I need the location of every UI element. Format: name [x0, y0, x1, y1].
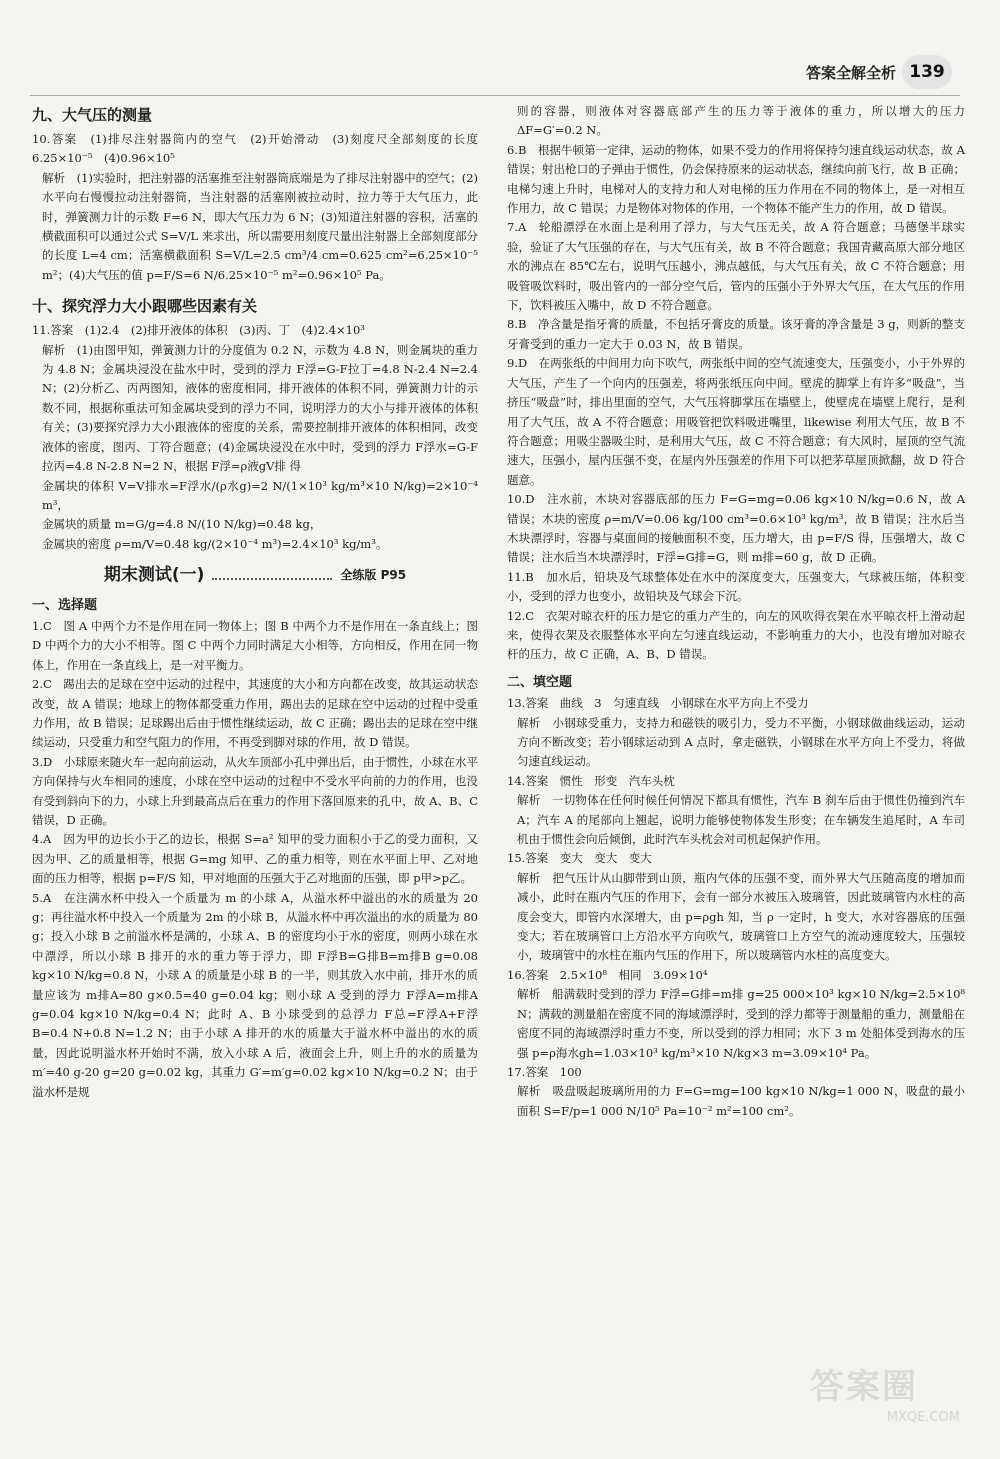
q11-formula-volume: 金属块的体积 V=V排水=F浮水/(ρ水g)=2 N/(1×10³ kg/m³×10 N/kg)=2×10⁻⁴ m³， — [42, 478, 478, 512]
q10-answer: 10.答案 (1)排尽注射器筒内的空气 (2)开始滑动 (3)刻度尺全部刻度的长度 6.25×10⁻⁵ (4)0.96×10⁵ — [32, 132, 490, 166]
q5-item: 5.A 在注满水杯中投入一个质量为 m 的小球 A，从溢水杯中溢出的水的质量为 20 g；再往溢水杯中投入一个质量为 2m 的小球 B，从溢水杯中再次溢出的水的质量为 80 g；投入小球 B 之前溢水杯是满的，小球 A、B 的密度均小于水的密度，则两小球在水中漂浮，所以小球 B 排开的水的重力等于浮力，即 F浮B=G排B=m排B g=0.08 kg×10 N/kg=0.8 N，小球 A 的质量是小球 B 的一半，则其放入水中前，排开水的质量应该为 m排A=80 g×0.5=40 g=0.04 kg；则小球 A 受到的浮力 F浮A=m排A g=0.04 kg×10 N/kg=0.4 N；此时 A、B 小球受到的总浮力 F总=F浮A+F浮B=0.4 N+0.8 N=1.2 N；由于小球 A 排开的水的质量大于溢水杯中溢出的水的质量，因此说明溢水杯开始时不满，放入小球 A 后，液面会上升，则上升的水的质量为 m′=40 g-20 g=20 g=0.02 kg，其重力 G′=m′g=0.02 kg×10 N/kg=0.2 N；由于溢水杯是规 — [32, 890, 478, 1099]
section-title-9: 九、大气压的测量 — [32, 106, 153, 124]
dotted-leader — [212, 578, 332, 580]
q17-answer: 17.答案 100 — [507, 1064, 582, 1079]
left-column — [32, 102, 490, 1102]
q3-item: 3.D 小球原来随火车一起向前运动，从火车顶部小孔中弹出后，由于惯性，小球在水平方向保持与火车相同的速度，小球在空中运动的过程中不受水平向前的力的作用，也没有受到斜向下的力，小球上升到最高点后在重力的作用下落回原来的孔中，故 A、B、C 错误，D 正确。 — [32, 754, 478, 827]
q4-item: 4.A 因为甲的边长小于乙的边长，根据 S=a² 知甲的受力面积小于乙的受力面积，又因为甲、乙的质量相等，根据 G=mg 知甲、乙的重力相等，则在水平面上甲、乙对地面的压力相等，根据 p=F/S 知，甲对地面的压强大于乙对地面的压强，即 p甲>p乙。 — [32, 832, 478, 886]
watermark-url: MXQE.COM — [886, 1410, 960, 1425]
q11-item: 11.B 加水后，铅块及气球整体处在水中的深度变大，压强变大，气球被压缩，体积变小，受到的浮力也变小，故铅块及气球会下沉。 — [507, 569, 965, 604]
q13-answer: 13.答案 曲线 3 匀速直线 小钢球在水平方向上不受力 — [507, 696, 809, 711]
q14-answer: 14.答案 惯性 形变 汽车头枕 — [507, 773, 675, 788]
q12-item: 12.C 衣架对晾衣杆的压力是它的重力产生的，向左的风吹得衣架在水平晾衣杆上滑动起来，使得衣架及衣服整体水平向左匀速直线运动，不影响重力的大小，也没有增加对晾衣杆的压力，故 C 正确，A、B、D 错误。 — [507, 608, 965, 662]
q7-item: 7.A 轮船漂浮在水面上是利用了浮力，与大气压无关，故 A 符合题意；马德堡半球实验，验证了大气压强的存在，与大气压有关，故 B 不符合题意；我国青藏高原大部分地区水的沸点在 85℃左右，说明气压越小，沸点越低，与大气压有关，故 C 不符合题意；用吸管吸饮料时，吸出管内的一部分空气后，管内的压强小于外界大气压，在大气压的作用下，饮料被压入嘴中，故 D 不符合题意。 — [507, 220, 965, 313]
q11-answer: 11.答案 (1)2.4 (2)排开液体的体积 (3)丙、丁 (4)2.4×10³ — [32, 323, 365, 338]
q1-item: 1.C 图 A 中两个力不是作用在同一物体上；图 B 中两个力不是作用在一条直线上；图 D 中两个力的大小不相等。图 C 中两个力同时满足大小相等，方向相反，作用在同一物体上，作用在一条直线上，是一对平衡力。 — [32, 618, 478, 672]
q15-explanation: 解析 把气压计从山脚带到山顶，瓶内气体的压强不变，而外界大气压随高度的增加而减小，此时在瓶内气压的作用下，会有一部分水被压入玻璃管，因此玻璃管内水柱的高度会变大，即管内水深增大，由 p=ρgh 知，当 ρ 一定时，h 变大，水对容器底的压强变大；若在玻璃管口上方沿水平方向吹气，玻璃管口上方空气的流动速度较大，压强较小，玻璃管中的水柱在瓶内气压的作用下，所以玻璃管内水柱的高度变大。 — [517, 870, 965, 963]
q14-explanation: 解析 一切物体在任何时候任何情况下都具有惯性，汽车 B 刹车后由于惯性仍撞到汽车 A；汽车 A 的尾部向上翘起，说明力能够使物体发生形变；在车辆发生追尾时，A 车司机由于惯性会向后倾倒，此时汽车头枕会对司机起保护作用。 — [517, 793, 965, 847]
q11-formula-density: 金属块的密度 ρ=m/V=0.48 kg/(2×10⁻⁴ m³)=2.4×10³ kg/m³。 — [42, 536, 388, 551]
section-title-10: 十、探究浮力大小跟哪些因素有关 — [32, 297, 258, 316]
q9-item: 9.D 在两张纸的中间用力向下吹气，两张纸中间的空气流速变大，压强变小，小于外界的大气压，产生了一个向内的压强差，将两张纸压向中间。壁虎的脚掌上有许多“吸盘”，当挤压“吸盘”时，排出里面的空气，大气压将脚掌压在墙壁上，使壁虎在墙壁上爬行，是利用了大气压，故 A 不符合题意；用吸管把饮料吸进嘴里，likewise 利用大气压，故 B 不符合题意；用吸尘器吸尘时，是利用大气压，故 C 不符合题意；有大风时，屋顶的空气流速大，压强小，屋内压强不变，在屋内外压强差的作用下可以把茅草屋顶掀翻，故 D 符合题意。 — [507, 356, 965, 487]
q10-explanation: 解析 (1)实验时，把注射器的活塞推至注射器筒底端是为了排尽注射器中的空气；(2)水平向右慢慢拉动注射器筒，当注射器的活塞刚被拉动时，拉力等于大气压力，此时，弹簧测力计的示数 F=6 N，即大气压力为 6 N；(3)知道注射器的容积，活塞的横截面积可以通过公式 S=V/L 来求出，所以需要用刻度尺量出注射器上全部刻度部分的长度 L=4 cm；活塞横截面积 S=V/L=2.5 cm³/4 cm=0.625 cm²=6.25×10⁻⁵ m²；(4)大气压的值 p=F/S=6 N/6.25×10⁻⁵ m²=0.96×10⁵ Pa。 — [42, 170, 478, 282]
exam-heading — [32, 566, 478, 585]
q6-item: 6.B 根据牛顿第一定律，运动的物体，如果不受力的作用将保持匀速直线运动状态，故 A 错误；射出枪口的子弹由于惯性，仍会保持原来的运动状态，继续向前飞行，故 B 正确；电梯匀速上升时，电梯对人的支持力和人对电梯的压力作用在不同的物体上，是一对相互作用力，故 C 错误；力是物体对物体的作用，一个物体不能产生力的作用，故 D 错误。 — [507, 142, 965, 216]
right-column — [507, 102, 965, 1121]
exam-title: 期末测试(一) — [103, 565, 205, 586]
fill-section-title: 二、填空题 — [507, 674, 573, 690]
q8-item: 8.B 净含量是指牙膏的质量，不包括牙膏皮的质量。该牙膏的净含量是 3 g，则新的整支牙膏受到的重力一定大于 0.03 N，故 B 错误。 — [507, 317, 965, 351]
page-header — [806, 55, 952, 89]
watermark-text: 答案圈 — [810, 1367, 918, 1407]
q16-answer: 16.答案 2.5×10⁸ 相同 3.09×10⁴ — [507, 967, 708, 982]
q10-item: 10.D 注水前，木块对容器底部的压力 F=G=mg=0.06 kg×10 N/kg=0.6 N，故 A 错误；木块的密度 ρ=m/V=0.06 kg/100 cm³=0.6×10³ kg/m³，故 B 错误；注水后当木块漂浮时，容器与桌面间的接触面积不变，压力增大，由 p=F/S 得，压强增大，故 C 错误；注水后当木块漂浮时，F浮=G排=G，则 m排=60 g，故 D 正确。 — [507, 492, 965, 565]
q11-formula-mass: 金属块的质量 m=G/g=4.8 N/(10 N/kg)=0.48 kg， — [42, 517, 322, 532]
watermark-logo — [810, 1359, 960, 1425]
header-rule — [30, 95, 960, 96]
q2-item: 2.C 踢出去的足球在空中运动的过程中，其速度的大小和方向都在改变，故其运动状态改变，故 A 错误；地球上的物体都受重力作用，踢出去的足球在空中运动的过程中受重力作用，故 B 错误；足球踢出后由于惯性继续运动，故 C 正确；踢出去的足球在空中继续运动，只受重力和空气阻力的作用，不再受到脚对球的作用，故 D 错误。 — [32, 677, 478, 750]
q13-explanation: 解析 小钢球受重力，支持力和磁铁的吸引力，受力不平衡，小钢球做曲线运动，运动方向不断改变；若小钢球运动到 A 点时，拿走磁铁，小钢球在水平方向上不受力，将做匀速直线运动。 — [517, 715, 965, 769]
q15-answer: 15.答案 变大 变大 变大 — [507, 851, 652, 866]
page-number: 139 — [902, 55, 952, 89]
q17-explanation: 解析 吸盘吸起玻璃所用的力 F=G=mg=100 kg×10 N/kg=1 000 N，吸盘的最小面积 S=F/p=1 000 N/10⁵ Pa=10⁻² m²=100 cm²。 — [517, 1084, 965, 1118]
q5-continued: 则的容器，则液体对容器底部产生的压力等于液体的重力，所以增大的压力 ΔF=G′=0.2 N。 — [517, 104, 965, 138]
mc-section-title: 一、选择题 — [32, 597, 98, 613]
exam-ref: 全练版 P95 — [340, 568, 407, 583]
q11-explanation: 解析 (1)由图甲知，弹簧测力计的分度值为 0.2 N，示数为 4.8 N，则金属块的重力为 4.8 N；金属块浸没在盐水中时，受到的浮力 F浮=G-F拉丁=4.8 N-2.4 N=2.4 N；(2)分析乙、丙两图知，液体的密度相同，排开液体的体积不同，弹簧测力计的示数不同，根据称重法可知金属块受到的浮力不同，说明浮力的大小与排开液体的体积有关；(3)要探究浮力大小跟液体的密度的关系，需要控制排开液体的体积相同，改变液体的密度，图丙、丁符合题意；(4)金属块浸没在水中时，受到的浮力 F浮水=G-F拉丙=4.8 N-2.8 N=2 N，根据 F浮=ρ液gV排 得 — [42, 342, 478, 474]
header-title: 答案全解全析 — [805, 63, 896, 82]
q16-explanation: 解析 船满载时受到的浮力 F浮=G排=m排 g=25 000×10³ kg×10 N/kg=2.5×10⁸ N；满载的测量船在密度不同的海域漂浮时，受到的浮力都等于测量船的重力，测量船在密度不同的海域漂浮时重力不变，所以受到的浮力相同；水下 3 m 处船体受到海水的压强 p=ρ海水gh=1.03×10³ kg/m³×10 N/kg×3 m=3.09×10⁴ Pa。 — [517, 987, 965, 1060]
